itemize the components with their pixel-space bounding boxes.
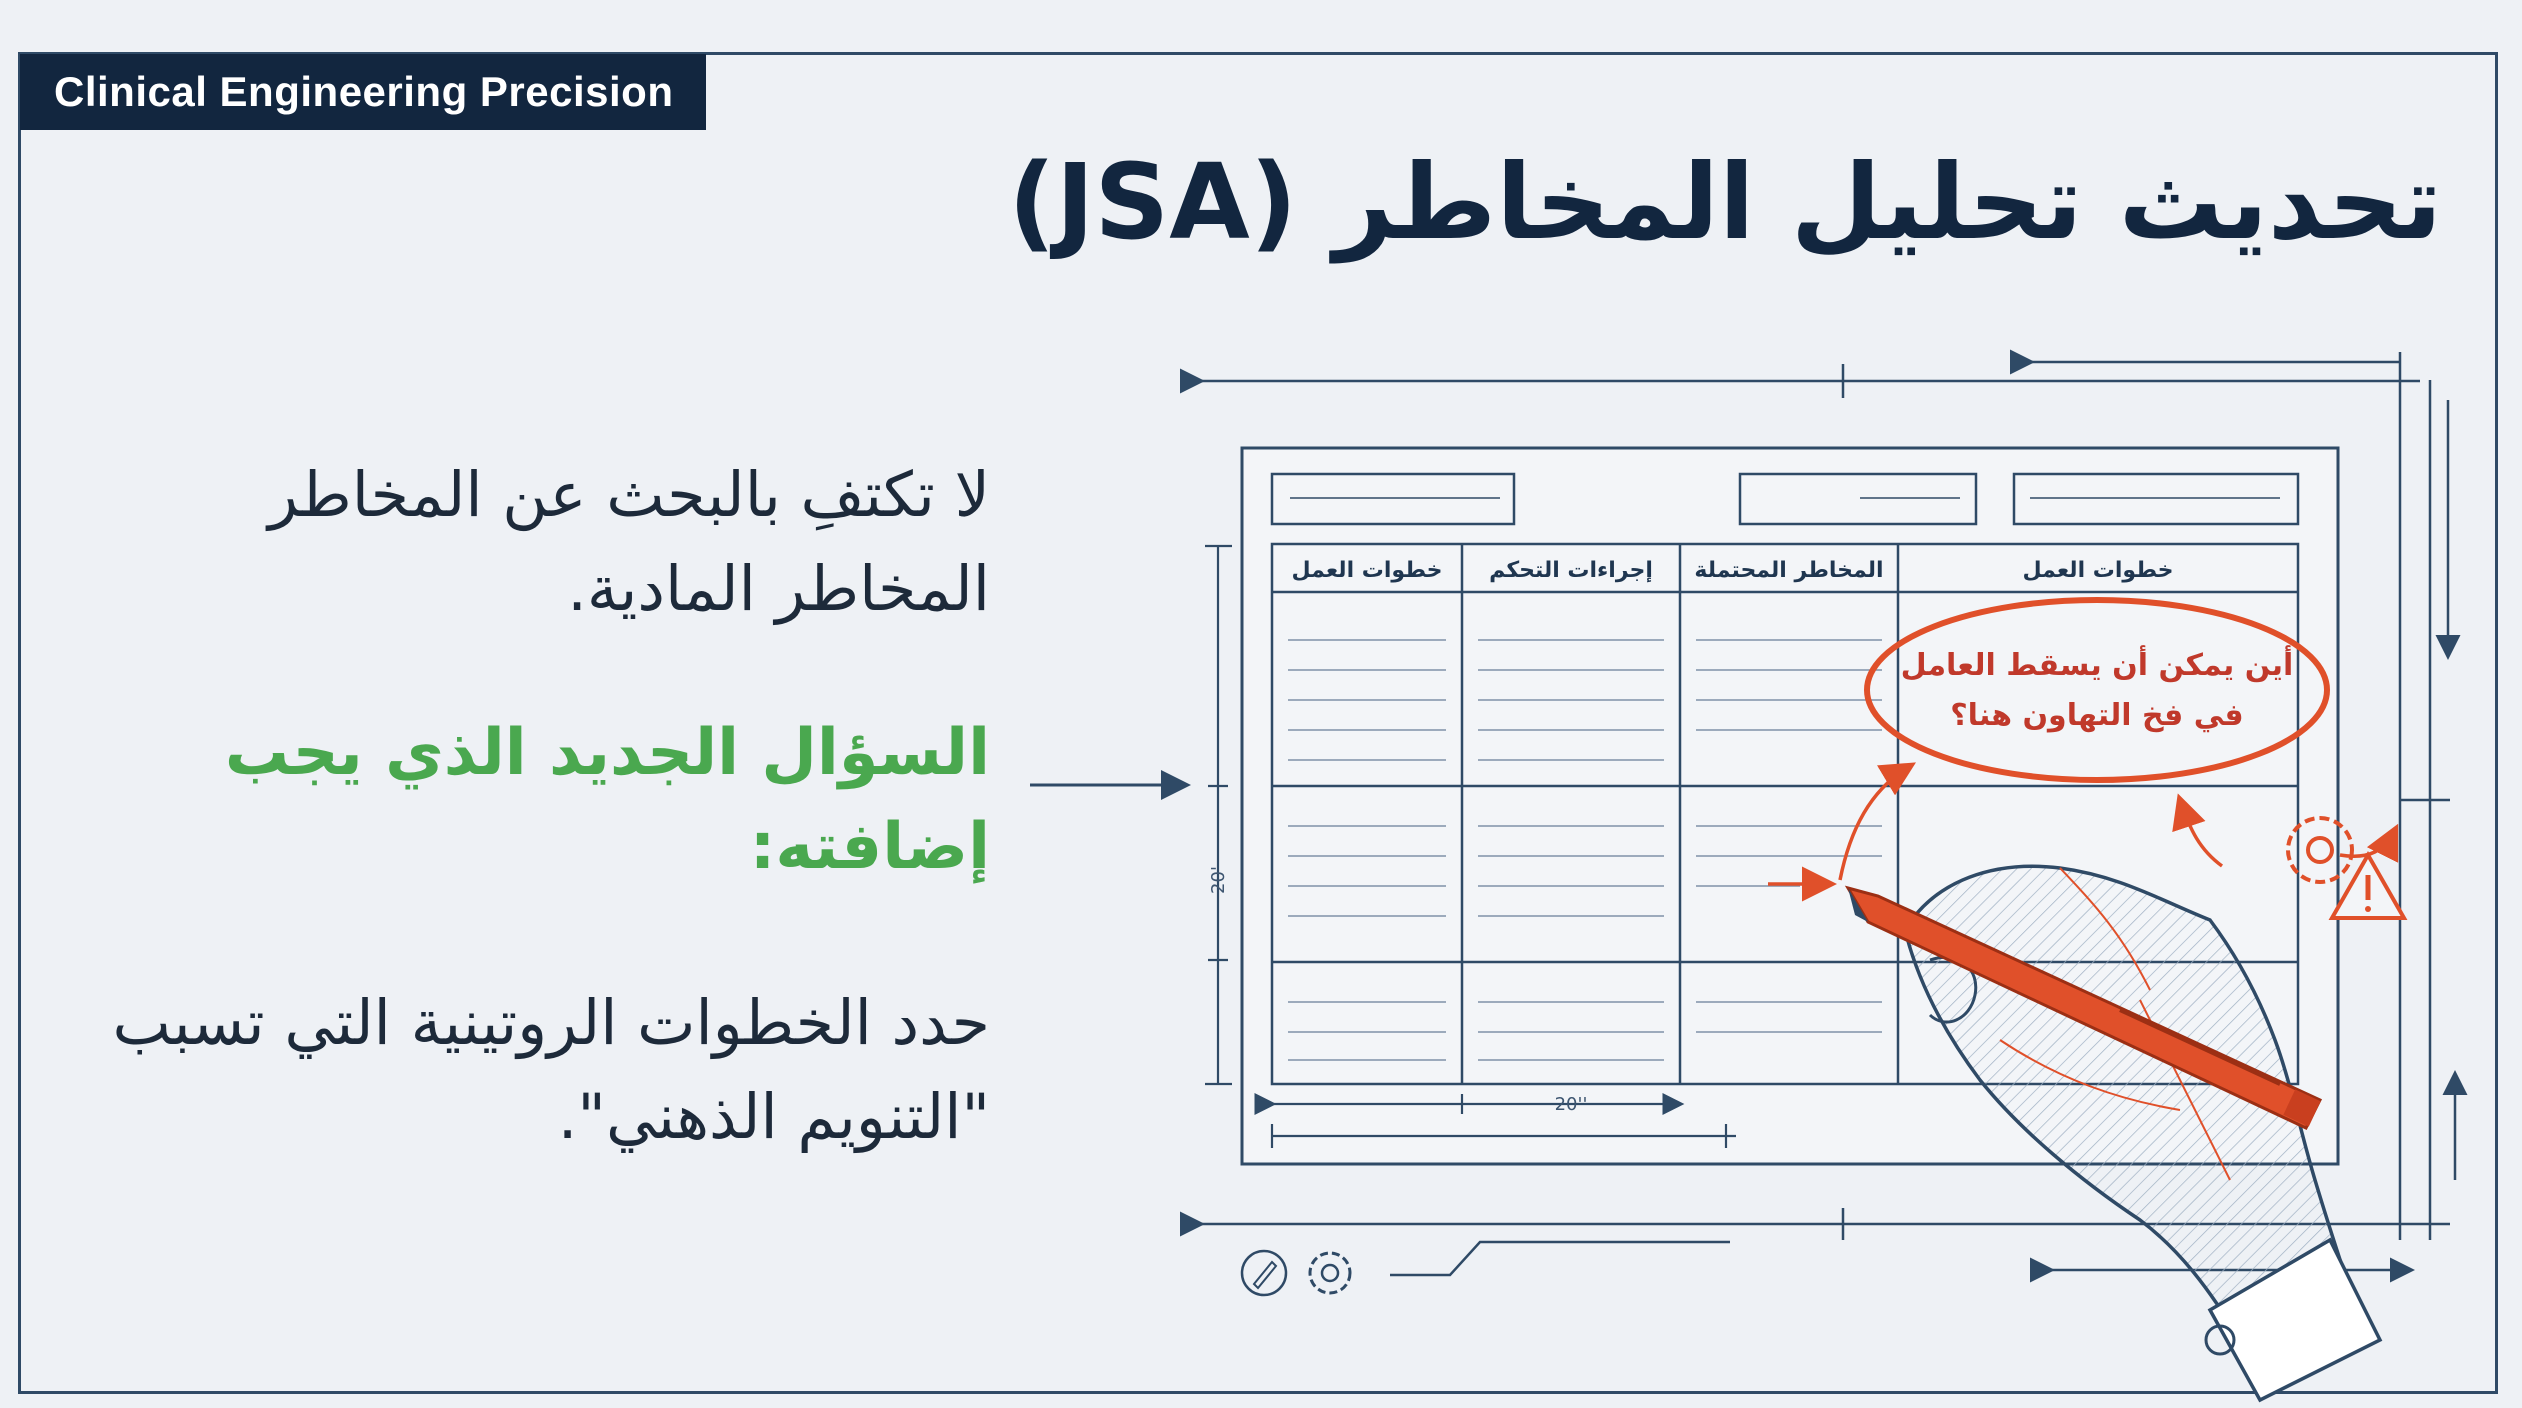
- instruction-line-2: "التنويم الذهني".: [557, 1080, 990, 1153]
- column-header-1: خطوات العمل: [1291, 558, 1443, 583]
- instruction-line-1: حدد الخطوات الروتينية التي تسبب: [112, 986, 990, 1059]
- question-line-2: إضافته:: [749, 810, 990, 884]
- intro-line-2: المخاطر المادية.: [567, 552, 990, 625]
- brand-label: Clinical Engineering Precision: [20, 54, 706, 130]
- pen-nib-icon: [1242, 1251, 1286, 1295]
- callout-line-1: أين يمكن أن يسقط العامل: [1900, 648, 2294, 683]
- vertical-dimension-label: 20': [1208, 866, 1229, 894]
- column-header-3: المخاطر المحتملة: [1694, 558, 1884, 583]
- horizontal-dimension-label: 20'': [1554, 1094, 1588, 1115]
- column-header-2: إجراءات التحكم: [1489, 558, 1653, 583]
- question-line-1: السؤال الجديد الذي يجب: [224, 716, 990, 790]
- gear-icon: [1310, 1253, 1350, 1293]
- slide-title: تحديث تحليل المخاطر (JSA): [1008, 141, 2442, 263]
- vertical-dimension: [1205, 546, 1232, 1084]
- intro-line-1: لا تكتفِ بالبحث عن المخاطر: [268, 458, 990, 531]
- callout-line-2: في فخ التهاون هنا؟: [1950, 698, 2244, 733]
- column-header-4: خطوات العمل: [2022, 558, 2174, 583]
